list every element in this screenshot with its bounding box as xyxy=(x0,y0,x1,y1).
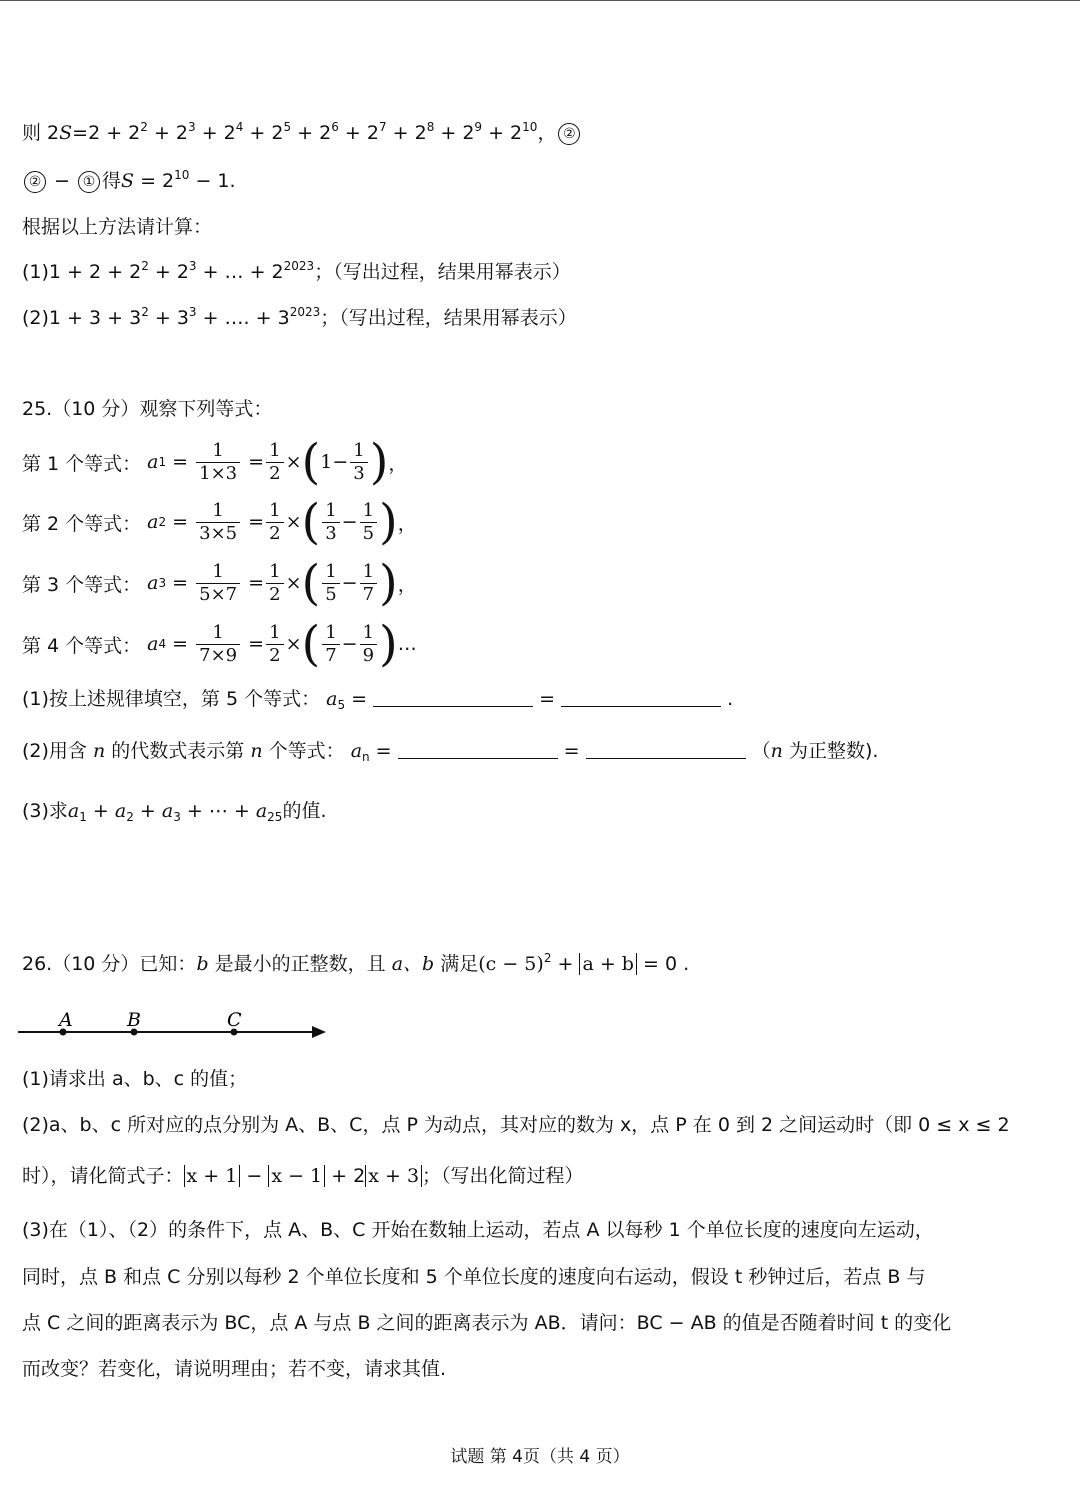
equation-term: a xyxy=(147,511,159,533)
right-fraction: $\frac{1}{3}$ xyxy=(350,440,367,485)
left-fraction: $\frac{1}{7}$ xyxy=(322,622,339,667)
right-fraction: $\frac{1}{5}$ xyxy=(360,500,377,545)
right-fraction: $\frac{1}{9}$ xyxy=(360,622,377,667)
half-fraction: $\frac{1}{2}$ xyxy=(266,561,283,606)
subtraction-result: ② − ① 得$S = 2^{10} - 1$. xyxy=(22,168,236,194)
half-fraction: $\frac{1}{2}$ xyxy=(266,440,283,485)
equation-fraction: $\frac{1}{5\times 7}$ xyxy=(196,561,240,606)
answer-blank-3[interactable] xyxy=(398,740,558,759)
left-fraction: $\frac{1}{3}$ xyxy=(322,500,339,545)
half-fraction: $\frac{1}{2}$ xyxy=(266,500,283,545)
top-border-rule xyxy=(0,0,1080,1)
equation-label: 第 1 个等式： xyxy=(22,452,142,475)
number-line-arrow-icon xyxy=(312,1026,326,1038)
question-25-title: 25.（10 分）观察下列等式： xyxy=(22,398,273,420)
question-26-part-2-line-2: 时），请化简式子： x + 1 − x − 1 + 2 x + 3 ；（写出化简过程） xyxy=(22,1165,584,1187)
page-footer: 试题 第 4页（共 4 页） xyxy=(450,1447,630,1467)
equation-fraction: $\frac{1}{1\times 3}$ xyxy=(196,440,240,485)
equation-row: 第 2 个等式： a 2 = $\frac{1}{3\times 5}$ = $\frac{1}{2}$ × ( $\frac{1}{3}$ − $\frac{1}{5}$ ) ， xyxy=(22,494,417,550)
point-a-label: A xyxy=(59,1009,73,1031)
left-fraction: $\frac{1}{5}$ xyxy=(322,561,339,606)
equation-term: a xyxy=(147,572,159,594)
question-26-part-3-line-3: 点 C 之间的距离表示为 BC，点 A 与点 B 之间的距离表示为 AB．请问：BC − AB 的值是否随着时间 t 的变化 xyxy=(22,1312,952,1334)
equation-row: 第 1 个等式： a 1 = $\frac{1}{1\times 3}$ = $\frac{1}{2}$ × ( 1 − $\frac{1}{3}$ ) ， xyxy=(22,434,408,490)
equation-fraction: $\frac{1}{3\times 5}$ xyxy=(196,500,240,545)
equation-term: a xyxy=(147,633,159,655)
question-26-title: 26.（10 分）已知：b 是最小的正整数，且 a、b 满足$(c - 5)^2 + a + b = 0$ . xyxy=(22,951,690,975)
question-25-part-2: (2)用含 n 的代数式表示第 n 个等式： $a_n$ = = （n 为正整数). xyxy=(22,740,879,764)
equation-row: 第 4 个等式： a 4 = $\frac{1}{7\times 9}$ = $\frac{1}{2}$ × ( $\frac{1}{7}$ − $\frac{1}{9}$ ) … xyxy=(22,616,417,672)
right-fraction: $\frac{1}{7}$ xyxy=(360,561,377,606)
equation-term: a xyxy=(147,451,159,473)
number-line xyxy=(14,1002,334,1046)
equation-label: 第 2 个等式： xyxy=(22,512,142,535)
question-26-part-2-line-1: (2)a、b、c 所对应的点分别为 A、B、C，点 P 为动点，其对应的数为 x，点 P 在 0 到 2 之间运动时（即 0 ≤ x ≤ 2 xyxy=(22,1114,1010,1136)
point-c-label: C xyxy=(227,1009,242,1031)
question-26-part-3-line-2: 同时，点 B 和点 C 分别以每秒 2 个单位长度和 5 个单位长度的速度向右运动，假设 t 秒钟过后，若点 B 与 xyxy=(22,1266,926,1288)
equation-label: 第 3 个等式： xyxy=(22,573,142,596)
question-24-part-1: $(1)1 + 2 + 2^2 + 2^3$ + … + $2^{2023}$；（写出过程，结果用幂表示） xyxy=(22,259,571,283)
answer-blank-4[interactable] xyxy=(586,740,746,759)
doubled-sum-equation: 则 $2S=2 + 2^2 + 2^3 + 2^4 + 2^5 + 2^6 + 2^7 + 2^8 + 2^9 + 2^{10}$， ② xyxy=(22,120,582,146)
equation-fraction: $\frac{1}{7\times 9}$ xyxy=(196,622,240,667)
question-26-part-3-line-1: (3)在（1）、（2）的条件下，点 A、B、C 开始在数轴上运动，若点 A 以每秒 1 个单位长度的速度向左运动， xyxy=(22,1219,934,1241)
question-25-part-3: (3)求$a_1 + a_2 + a_3$ + ⋯ + $a_{25}$的值. xyxy=(22,800,327,824)
answer-blank-2[interactable] xyxy=(561,688,721,707)
equation-label: 第 4 个等式： xyxy=(22,634,142,657)
method-intro: 根据以上方法请计算： xyxy=(22,216,213,238)
equation-row: 第 3 个等式： a 3 = $\frac{1}{5\times 7}$ = $\frac{1}{2}$ × ( $\frac{1}{5}$ − $\frac{1}{7}$ ) ， xyxy=(22,555,417,611)
point-b-label: B xyxy=(127,1009,141,1031)
circle-2-marker: ② xyxy=(558,123,580,145)
half-fraction: $\frac{1}{2}$ xyxy=(266,622,283,667)
question-26-part-1: (1)请求出 a、b、c 的值； xyxy=(22,1068,248,1090)
question-25-part-1: (1)按上述规律填空，第 5 个等式： $a_5$ = = . xyxy=(22,688,734,712)
answer-blank-1[interactable] xyxy=(373,688,533,707)
question-26-part-3-line-4: 而改变？若变化，请说明理由；若不变，请求其值. xyxy=(22,1358,447,1380)
question-24-part-2: $(2)1 + 3 + 3^2 + 3^3$ + …. + $3^{2023}$；（写出过程，结果用幂表示） xyxy=(22,305,577,329)
